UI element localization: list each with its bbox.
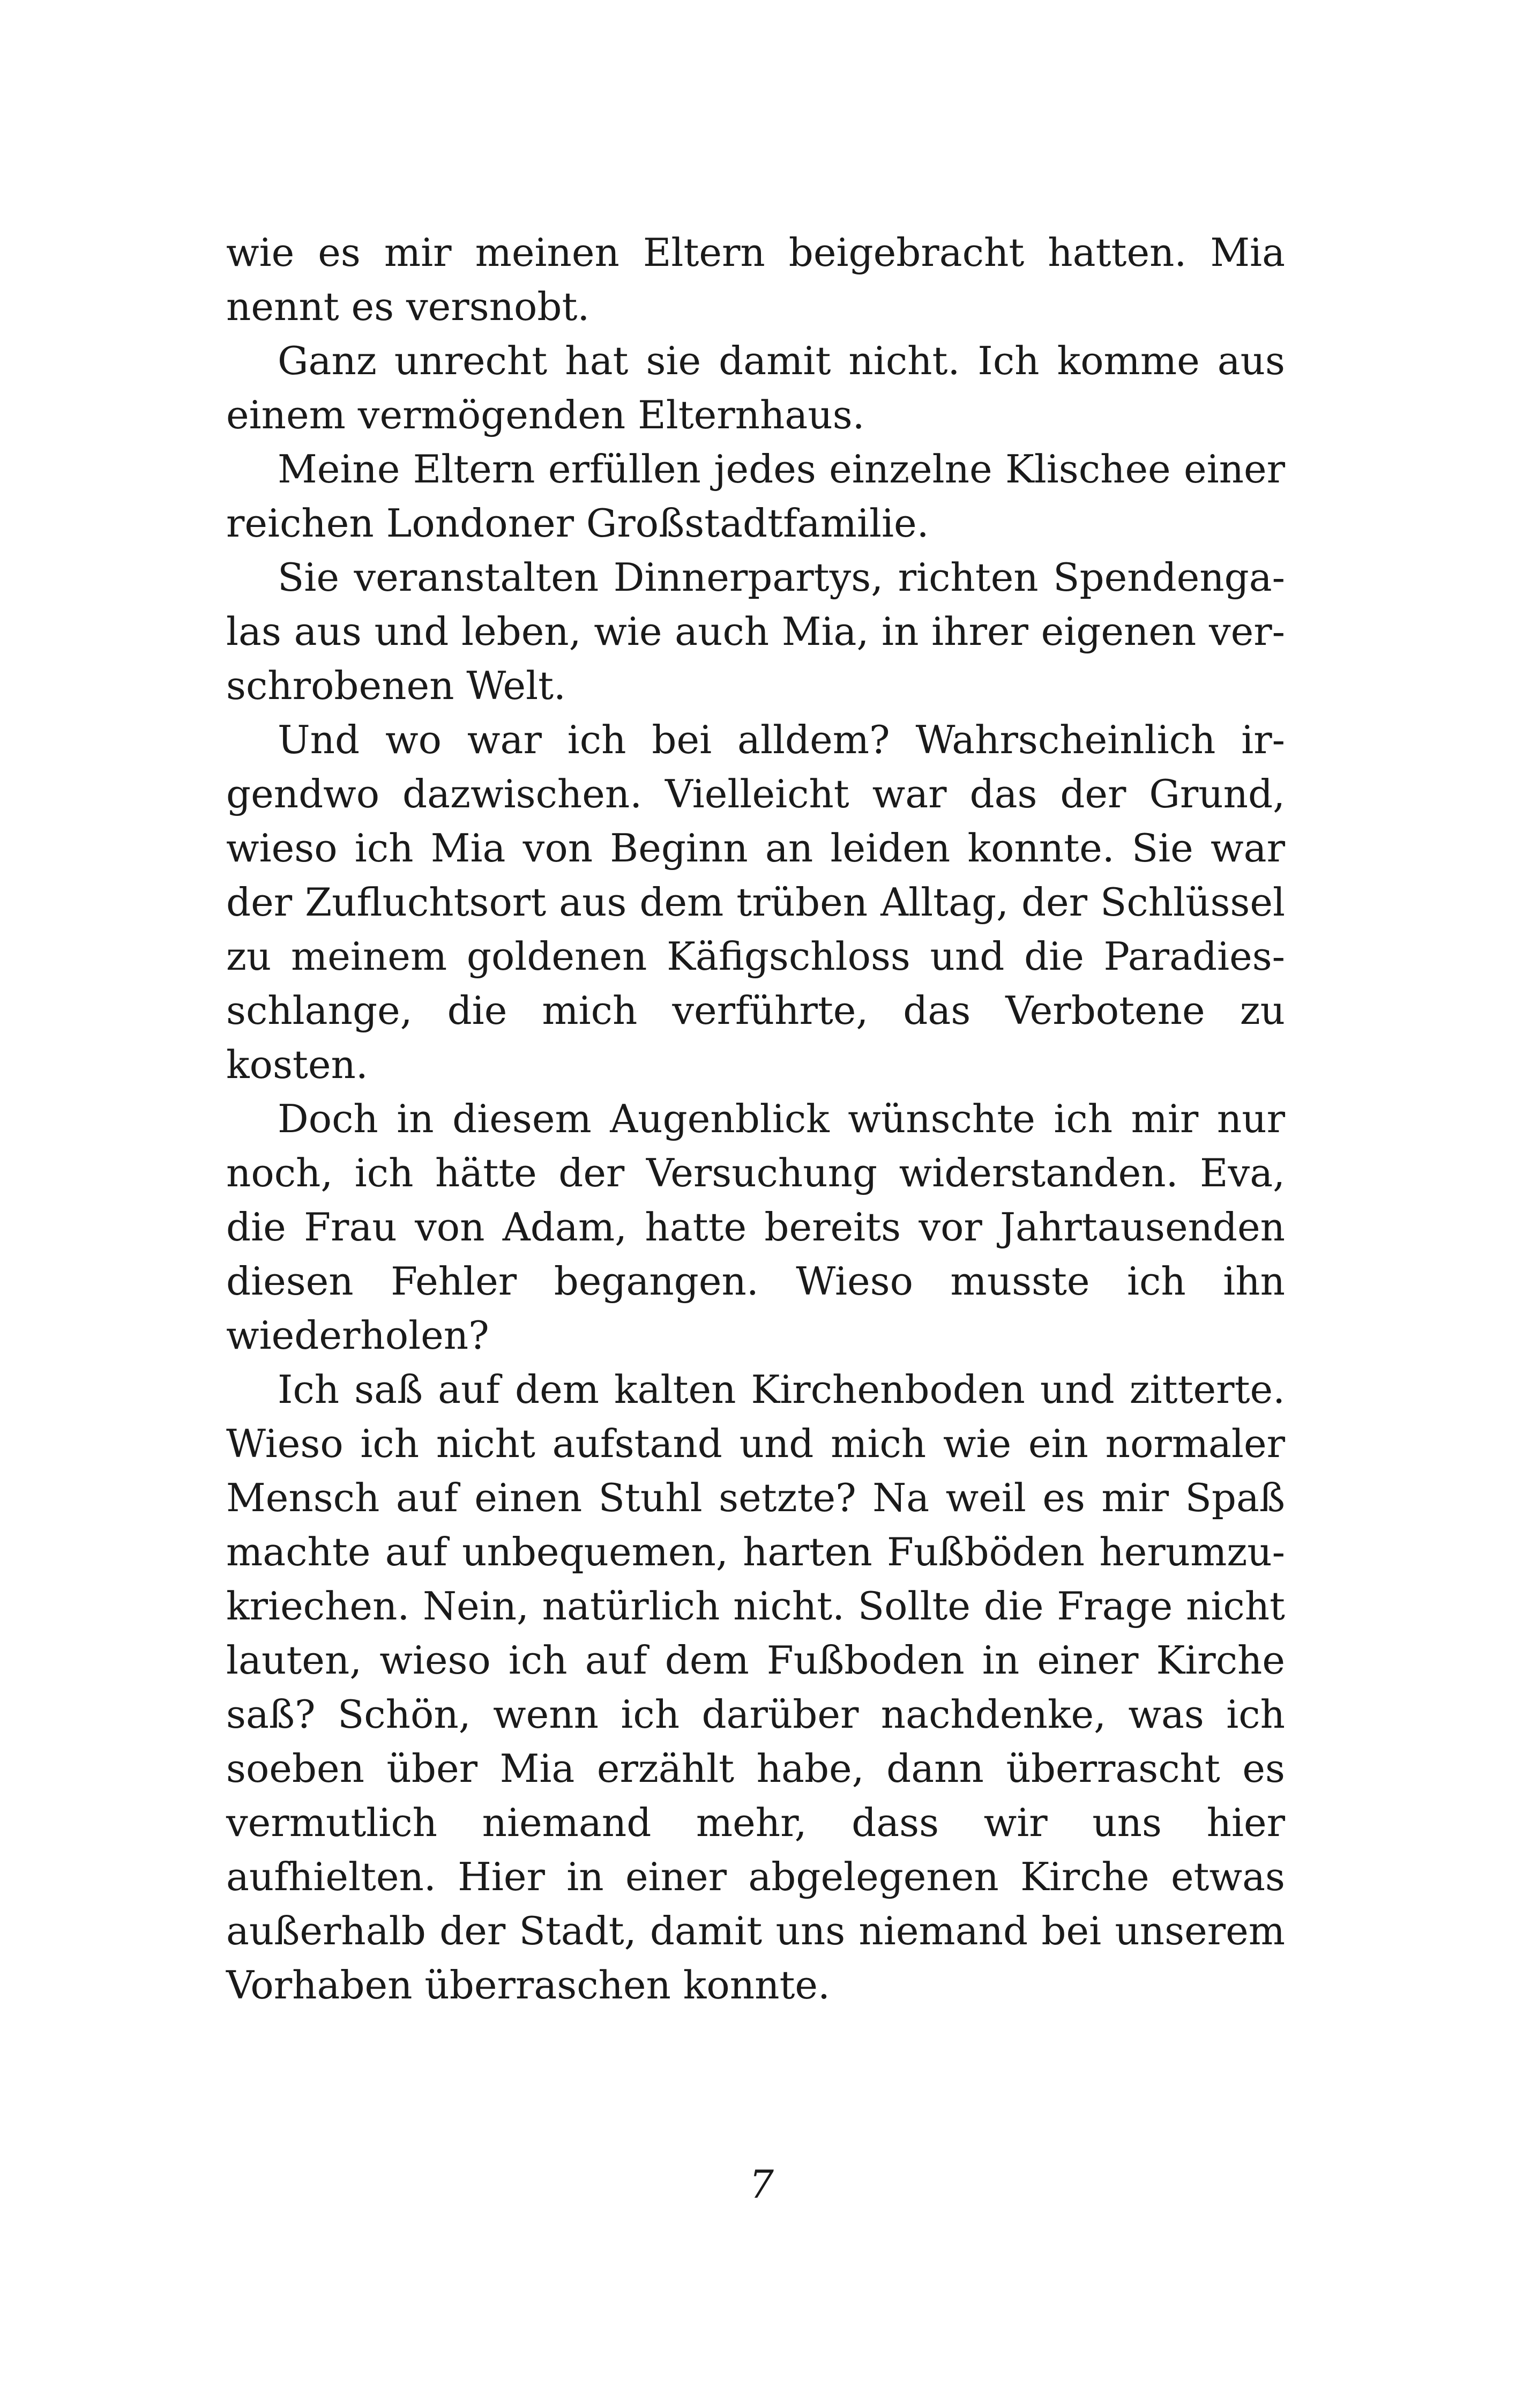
paragraph: Doch in diesem Augenblick wünschte ich mir nur noch, ich hätte der Versuchung widerstanden. Eva, die Frau von Adam, hatte bereits vor Jahrtausenden diesen Fehler begangen. Wieso musste ich ihn wiederholen? <box>226 1096 1285 1358</box>
body-text <box>226 226 1285 2012</box>
paragraph: wie es mir meinen Eltern beigebracht hatten. Mia nennt es versnobt. <box>226 230 1285 329</box>
paragraph: Und wo war ich bei alldem? Wahrscheinlich irgendwo dazwischen. Vielleicht war das der Grund, wieso ich Mia von Beginn an leiden konnte. Sie war der Zufluchtsort aus dem trüben Alltag, der Schlüssel zu meinem goldenen Käfigschloss und die Paradiesschlange, die mich verführte, das Verbotene zu kosten. <box>226 717 1285 1087</box>
page-number: 7 <box>749 2162 774 2207</box>
paragraph: Sie veranstalten Dinnerpartys, richten Spendengalas aus und leben, wie auch Mia, in ihrer eigenen verschrobenen Welt. <box>226 555 1285 708</box>
paragraph: Ich saß auf dem kalten Kirchenboden und zitterte. Wieso ich nicht aufstand und mich wie ein normaler Mensch auf einen Stuhl setzte? Na weil es mir Spaß machte auf unbequemen, harten Fußböden herumzukriechen. Nein, natürlich nicht. Sollte die Frage nicht lauten, wieso ich auf dem Fußboden in einer Kirche saß? Schön, wenn ich darüber nachdenke, was ich soeben über Mia erzählt habe, dann überrascht es vermutlich niemand mehr, dass wir uns hier aufhielten. Hier in einer abgelegenen Kirche etwas außerhalb der Stadt, damit uns niemand bei unserem Vorhaben überraschen konnte. <box>226 1367 1285 2008</box>
paragraph: Meine Eltern erfüllen jedes einzelne Klischee einer reichen Londoner Großstadtfamilie. <box>226 447 1285 546</box>
paragraph: Ganz unrecht hat sie damit nicht. Ich komme aus einem vermögenden Elternhaus. <box>226 338 1285 437</box>
